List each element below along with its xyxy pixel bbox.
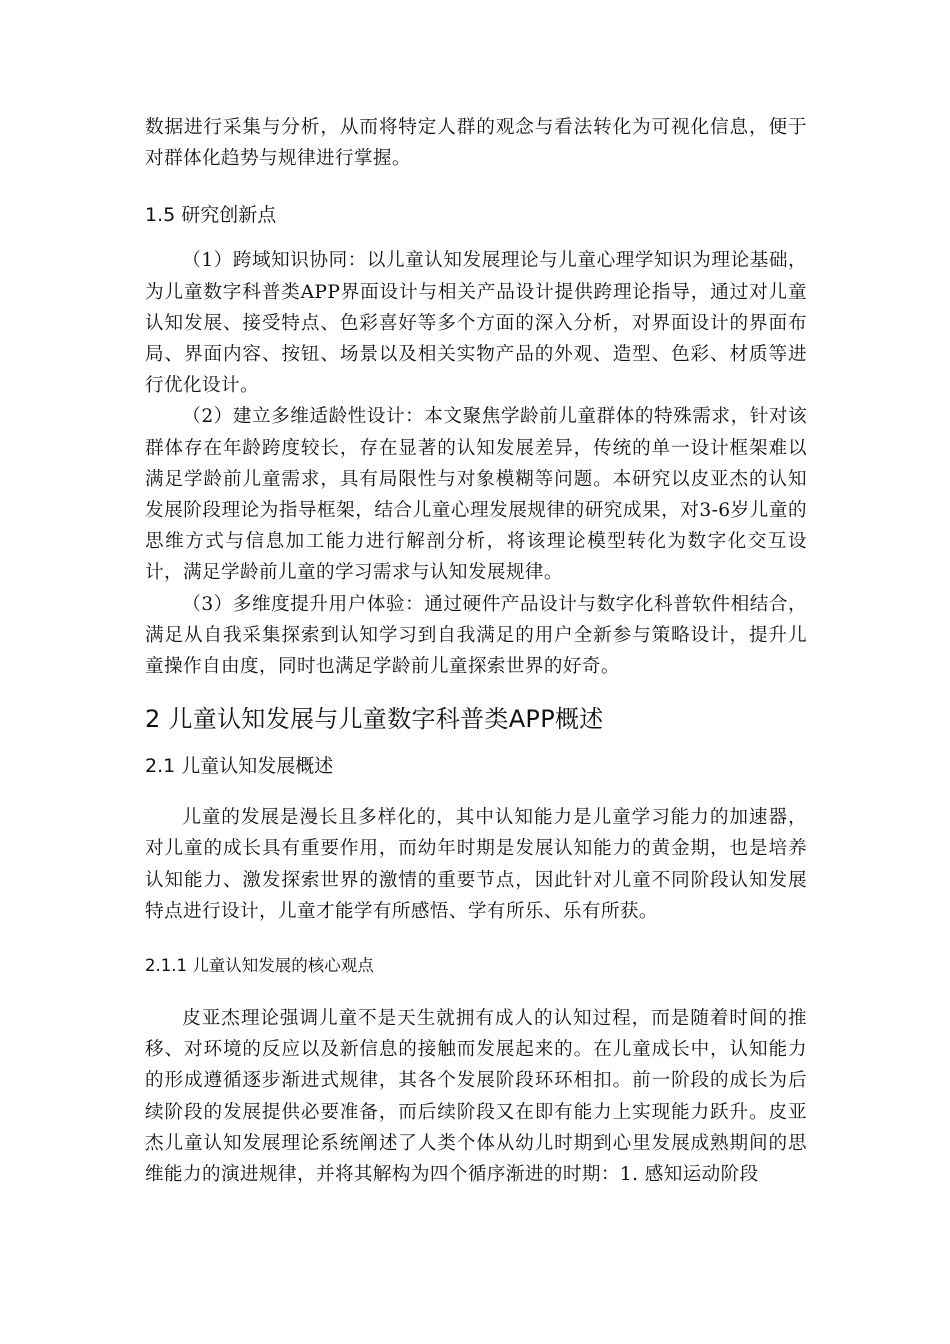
chapter-2-heading: 2 儿童认知发展与儿童数字科普类APP概述 [145, 705, 604, 734]
section-1-5-heading: 1.5 研究创新点 [145, 204, 277, 227]
section-2-1-paragraph: 儿童的发展是漫长且多样化的，其中认知能力是儿童学习能力的加速器，对儿童的成长具有重要作用，而幼年时期是发展认知能力的黄金期，也是培养认知能力、激发探索世界的激情的重要节点，因此针对儿童不同阶段认知发展特点进行设计，儿童才能学有所感悟、学有所乐、乐有所获。 [145, 807, 807, 922]
innovation-point-1: （1）跨域知识协同：以儿童认知发展理论与儿童心理学知识为理论基础，为儿童数字科普类APP界面设计与相关产品设计提供跨理论指导，通过对儿童认知发展、接受特点、色彩喜好等多个方面的深入分析，对界面设计的界面布局、界面内容、按钮、场景以及相关实物产品的外观、造型、色彩、材质等进行优化设计。 [145, 250, 807, 397]
section-2-1-heading: 2.1 儿童认知发展概述 [145, 755, 334, 778]
innovation-point-3: （3）多维度提升用户体验：通过硬件产品设计与数字化科普软件相结合，满足从自我采集探索到认知学习到自我满足的用户全新参与策略设计，提升儿童操作自由度，同时也满足学龄前儿童探索世界的好奇。 [145, 593, 807, 678]
section-2-1-1-paragraph: 皮亚杰理论强调儿童不是天生就拥有成人的认知过程，而是随着时间的推移、对环境的反应以及新信息的接触而发展起来的。在儿童成长中，认知能力的形成遵循逐步渐进式规律，其各个发展阶段环环相扣。前一阶段的成长为后续阶段的发展提供必要准备，而后续阶段又在即有能力上实现能力跃升。皮亚杰儿童认知发展理论系统阐述了人类个体从幼儿时期到心里发展成熟期间的思维能力的演进规律，并将其解构为四个循序渐进的时期：1. 感知运动阶段 [145, 1008, 807, 1186]
intro-continuation-paragraph: 数据进行采集与分析，从而将特定人群的观念与看法转化为可视化信息，便于对群体化趋势与规律进行掌握。 [145, 117, 807, 170]
section-2-1-1-heading: 2.1.1 儿童认知发展的核心观点 [145, 956, 374, 976]
paper-page [145, 112, 807, 1190]
innovation-point-2: （2）建立多维适龄性设计：本文聚焦学龄前儿童群体的特殊需求，针对该群体存在年龄跨度较长，存在显著的认知发展差异，传统的单一设计框架难以满足学龄前儿童需求，具有局限性与对象模糊等问题。本研究以皮亚杰的认知发展阶段理论为指导框架，结合儿童心理发展规律的研究成果，对3-6岁儿童的思维方式与信息加工能力进行解剖分析，将该理论模型转化为数字化交互设计，满足学龄前儿童的学习需求与认知发展规律。 [145, 406, 807, 584]
